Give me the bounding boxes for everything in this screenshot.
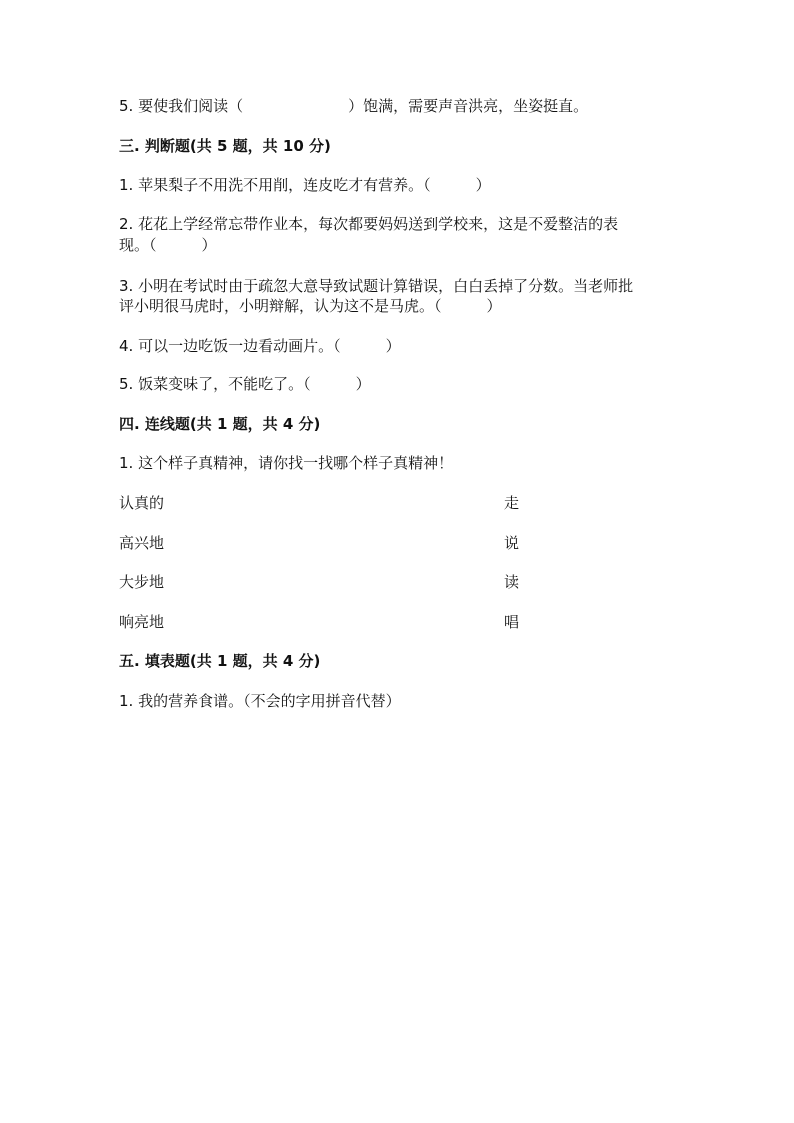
- section-3-heading: 三. 判断题(共 5 题，共 10 分): [119, 137, 331, 155]
- matching-right-item: 唱: [504, 613, 520, 631]
- judge-question-2-line-1: 2. 花花上学经常忘带作业本，每次都要妈妈送到学校来，这是不爱整洁的表: [119, 215, 619, 233]
- question-5-fill-blank: 5. 要使我们阅读（ ）饱满，需要声音洪亮，坐姿挺直。: [119, 97, 589, 115]
- judge-question-3-line-1: 3. 小明在考试时由于疏忽大意导致试题计算错误，白白丢掉了分数。当老师批: [119, 277, 634, 295]
- matching-left-item: 认真的: [119, 494, 165, 512]
- table-question-1: 1. 我的营养食谱。（不会的字用拼音代替）: [119, 692, 401, 710]
- matching-left-item: 响亮地: [119, 613, 165, 631]
- section-4-heading: 四. 连线题(共 1 题，共 4 分): [119, 415, 321, 433]
- matching-left-item: 大步地: [119, 573, 165, 591]
- matching-right-item: 走: [504, 494, 520, 512]
- judge-question-5: 5. 饭菜变味了，不能吃了。（ ）: [119, 375, 371, 393]
- section-5-heading: 五. 填表题(共 1 题，共 4 分): [119, 652, 321, 670]
- judge-question-2-line-2: 现。（ ）: [119, 236, 217, 254]
- matching-left-item: 高兴地: [119, 534, 165, 552]
- matching-question-1: 1. 这个样子真精神，请你找一找哪个样子真精神！: [119, 454, 454, 472]
- matching-right-item: 读: [504, 573, 520, 591]
- judge-question-4: 4. 可以一边吃饭一边看动画片。（ ）: [119, 337, 401, 355]
- matching-right-item: 说: [504, 534, 520, 552]
- judge-question-1: 1. 苹果梨子不用洗不用削，连皮吃才有营养。（ ）: [119, 176, 491, 194]
- judge-question-3-line-2: 评小明很马虎时，小明辩解，认为这不是马虎。（ ）: [119, 297, 502, 315]
